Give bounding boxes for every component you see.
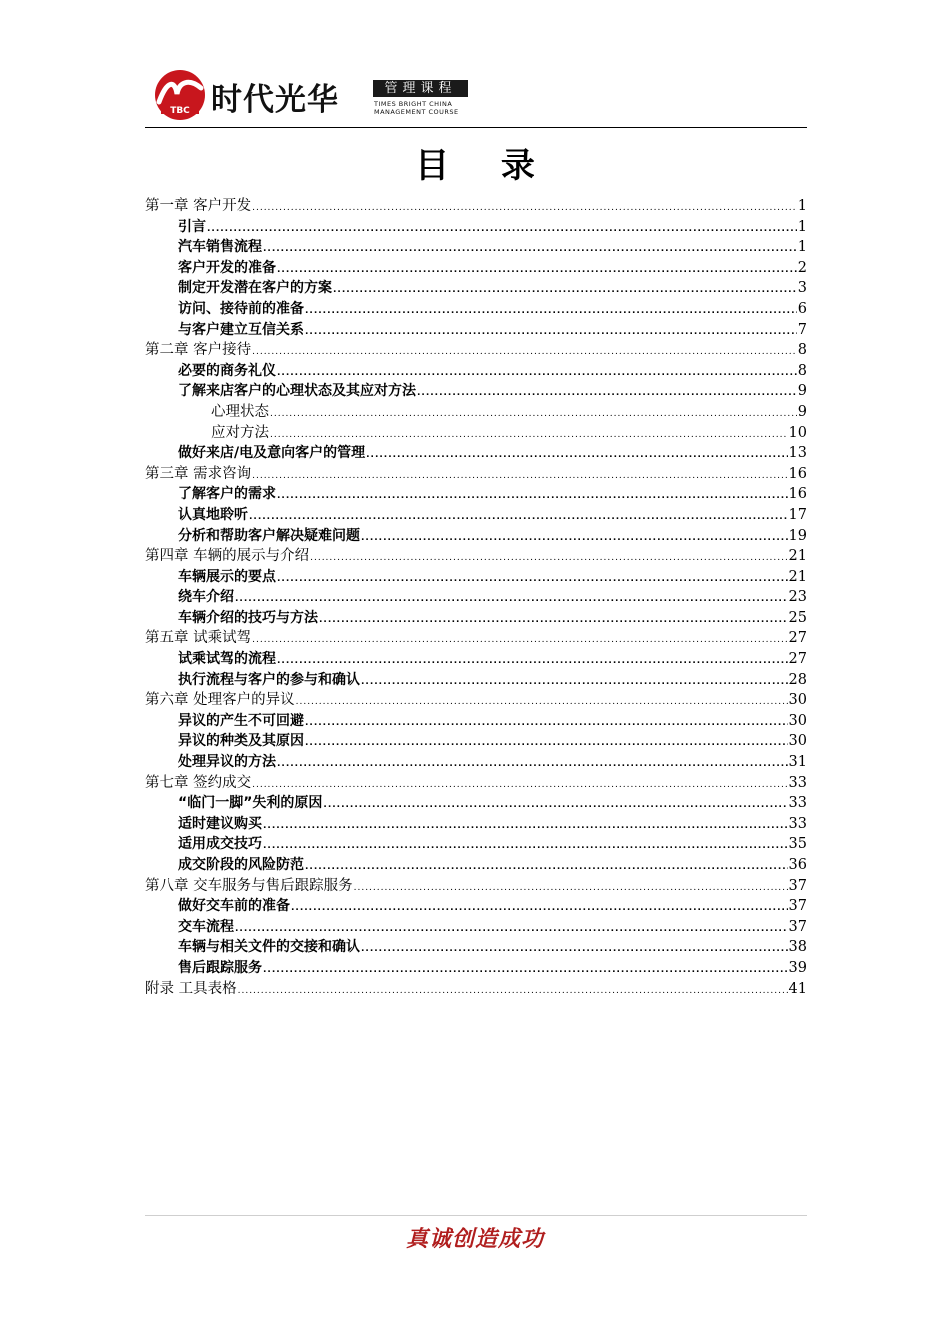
toc-dot-leader	[252, 775, 787, 796]
toc-page-number: 9	[797, 383, 807, 400]
toc-chapter-row[interactable]	[145, 690, 807, 711]
toc-page-number: 37	[788, 898, 807, 915]
toc-dot-leader	[270, 404, 797, 425]
toc-section-row[interactable]	[145, 958, 807, 979]
toc-dot-leader	[252, 198, 797, 219]
toc-entry-label: 了解客户的需求	[178, 486, 276, 503]
toc-dot-leader	[361, 672, 788, 693]
toc-section-row[interactable]	[145, 587, 807, 608]
logo-abbrev: TBC	[170, 106, 190, 116]
toc-page-number: 16	[788, 486, 807, 503]
toc-entry-label: 车辆展示的要点	[178, 568, 276, 585]
toc-dot-leader	[305, 322, 797, 343]
toc-page-number: 16	[788, 465, 807, 482]
toc-entry-label: 认真地聆听	[178, 506, 248, 523]
toc-section-row[interactable]	[145, 649, 807, 670]
logo-badge: 管理课程	[373, 80, 468, 97]
toc-entry-label: 售后跟踪服务	[178, 959, 262, 976]
toc-entry-label: 心理状态	[211, 403, 269, 420]
toc-section-row[interactable]	[145, 278, 807, 299]
toc-entry-label: 第四章 车辆的展示与介绍	[145, 548, 310, 565]
footer-slogan: 真诚创造成功	[405, 1226, 544, 1252]
toc-entry-label: 车辆介绍的技巧与方法	[178, 609, 318, 626]
toc-entry-label: 执行流程与客户的参与和确认	[178, 671, 360, 688]
toc-section-row[interactable]	[145, 567, 807, 588]
toc-dot-leader	[252, 466, 787, 487]
toc-page-number: 7	[797, 321, 807, 338]
toc-chapter-row[interactable]	[145, 876, 807, 897]
toc-section-row[interactable]	[145, 793, 807, 814]
toc-dot-leader	[305, 713, 788, 734]
toc-page-number: 10	[788, 424, 807, 441]
toc-dot-leader	[305, 733, 788, 754]
toc-page-number: 17	[788, 506, 807, 523]
toc-page-number: 9	[797, 403, 807, 420]
toc-dot-leader	[277, 569, 788, 590]
toc-entry-label: 引言	[178, 218, 206, 235]
toc-section-row[interactable]	[145, 217, 807, 238]
toc-dot-leader	[249, 507, 788, 528]
toc-section-row[interactable]	[145, 731, 807, 752]
footer-divider	[145, 1215, 807, 1216]
toc-dot-leader	[277, 754, 788, 775]
toc-page-number: 8	[797, 342, 807, 359]
toc-page-number: 21	[788, 568, 807, 585]
toc-section-row[interactable]	[145, 814, 807, 835]
toc-section-row[interactable]	[145, 937, 807, 958]
toc-section-row[interactable]	[145, 443, 807, 464]
toc-dot-leader	[305, 857, 788, 878]
logo-brand-name: 时代光华	[211, 82, 339, 118]
toc-dot-leader	[263, 836, 788, 857]
toc-entry-label: 车辆与相关文件的交接和确认	[178, 939, 360, 956]
toc-entry-label: 第一章 客户开发	[145, 198, 252, 214]
toc-section-row[interactable]	[145, 299, 807, 320]
toc-section-row[interactable]	[145, 361, 807, 382]
toc-page-number: 30	[788, 733, 807, 750]
toc-entry-label: 应对方法	[211, 424, 269, 441]
toc-section-row[interactable]	[145, 896, 807, 917]
table-of-contents	[145, 196, 807, 999]
toc-dot-leader	[270, 425, 788, 446]
toc-subsection-row[interactable]	[145, 402, 807, 423]
toc-dot-leader	[277, 363, 797, 384]
toc-page-number: 2	[797, 259, 807, 276]
logo-english-name	[374, 100, 459, 116]
toc-page-number: 6	[797, 300, 807, 317]
toc-entry-label: “临门一脚”失利的原因	[178, 795, 323, 812]
toc-dot-leader	[235, 919, 788, 940]
toc-section-row[interactable]	[145, 320, 807, 341]
toc-entry-label: 试乘试驾的流程	[178, 651, 276, 668]
toc-entry-label: 制定开发潜在客户的方案	[178, 280, 332, 297]
toc-dot-leader	[417, 383, 797, 404]
toc-page-number: 1	[797, 239, 807, 256]
toc-page-number: 23	[788, 589, 807, 606]
page-title: 目 录	[415, 146, 555, 186]
toc-entry-label: 客户开发的准备	[178, 259, 276, 276]
toc-section-row[interactable]	[145, 917, 807, 938]
toc-section-row[interactable]	[145, 505, 807, 526]
toc-entry-label: 第三章 需求咨询	[145, 465, 252, 482]
toc-section-row[interactable]	[145, 484, 807, 505]
toc-page-number: 28	[788, 671, 807, 688]
toc-page-number: 31	[788, 754, 807, 771]
toc-page-number: 35	[788, 836, 807, 853]
header-divider	[145, 127, 807, 128]
toc-chapter-row[interactable]	[145, 979, 807, 1000]
toc-entry-label: 了解来店客户的心理状态及其应对方法	[178, 383, 416, 400]
toc-dot-leader	[263, 960, 788, 981]
toc-page-number: 38	[788, 939, 807, 956]
toc-dot-leader	[277, 486, 788, 507]
toc-page-number: 1	[797, 198, 807, 214]
toc-page-number: 19	[788, 527, 807, 544]
toc-dot-leader	[366, 445, 787, 466]
toc-chapter-row[interactable]	[145, 546, 807, 567]
toc-page-number: 1	[797, 218, 807, 235]
toc-dot-leader	[238, 981, 788, 1002]
toc-entry-label: 分析和帮助客户解决疑难问题	[178, 527, 360, 544]
toc-page-number: 27	[788, 630, 807, 647]
toc-dot-leader	[319, 610, 788, 631]
toc-entry-label: 访问、接待前的准备	[178, 300, 304, 317]
toc-dot-leader	[323, 795, 787, 816]
toc-entry-label: 绕车介绍	[178, 589, 234, 606]
page-header	[145, 60, 807, 130]
toc-page-number: 37	[788, 918, 807, 935]
toc-section-row[interactable]	[145, 711, 807, 732]
toc-entry-label: 第八章 交车服务与售后跟踪服务	[145, 877, 353, 894]
toc-page-number: 39	[788, 959, 807, 976]
toc-page-number: 8	[797, 362, 807, 379]
toc-entry-label: 第五章 试乘试驾	[145, 630, 252, 647]
toc-entry-label: 异议的种类及其原因	[178, 733, 304, 750]
toc-dot-leader	[310, 548, 787, 569]
toc-entry-label: 做好交车前的准备	[178, 898, 290, 915]
toc-section-row[interactable]	[145, 381, 807, 402]
toc-entry-label: 必要的商务礼仪	[178, 362, 276, 379]
toc-subsection-row[interactable]	[145, 423, 807, 444]
toc-entry-label: 适时建议购买	[178, 815, 262, 832]
toc-dot-leader	[361, 939, 788, 960]
toc-page-number: 13	[788, 445, 807, 462]
toc-section-row[interactable]	[145, 237, 807, 258]
toc-dot-leader	[263, 239, 797, 260]
toc-section-row[interactable]	[145, 670, 807, 691]
toc-page-number: 25	[788, 609, 807, 626]
toc-section-row[interactable]	[145, 855, 807, 876]
toc-entry-label: 汽车销售流程	[178, 239, 262, 256]
logo-english-line2: MANAGEMENT COURSE	[374, 108, 459, 116]
toc-dot-leader	[263, 816, 788, 837]
toc-section-row[interactable]	[145, 258, 807, 279]
toc-entry-label: 附录 工具表格	[145, 980, 237, 997]
tbc-logo-icon	[153, 68, 207, 122]
toc-entry-label: 适用成交技巧	[178, 836, 262, 853]
toc-dot-leader	[296, 692, 788, 713]
toc-entry-label: 处理异议的方法	[178, 754, 276, 771]
toc-entry-label: 与客户建立互信关系	[178, 321, 304, 338]
toc-page-number: 33	[788, 795, 807, 812]
toc-section-row[interactable]	[145, 834, 807, 855]
toc-page-number: 33	[788, 815, 807, 832]
toc-chapter-row[interactable]	[145, 628, 807, 649]
toc-section-row[interactable]	[145, 608, 807, 629]
toc-chapter-row[interactable]	[145, 196, 807, 217]
toc-entry-label: 做好来店/电及意向客户的管理	[178, 445, 366, 462]
toc-section-row[interactable]	[145, 526, 807, 547]
toc-page-number: 30	[788, 712, 807, 729]
toc-entry-label: 异议的产生不可回避	[178, 712, 304, 729]
toc-page-number: 27	[788, 651, 807, 668]
toc-dot-leader	[277, 651, 788, 672]
toc-entry-label: 第七章 签约成交	[145, 774, 252, 791]
toc-chapter-row[interactable]	[145, 464, 807, 485]
toc-page-number: 36	[788, 857, 807, 873]
toc-dot-leader	[354, 878, 788, 899]
toc-entry-label: 第二章 客户接待	[145, 342, 252, 359]
toc-entry-label: 第六章 处理客户的异议	[145, 692, 295, 709]
toc-dot-leader	[291, 898, 788, 919]
toc-page-number: 30	[788, 692, 807, 709]
toc-page-number: 41	[788, 980, 807, 997]
toc-dot-leader	[361, 528, 788, 549]
toc-chapter-row[interactable]	[145, 773, 807, 794]
toc-chapter-row[interactable]	[145, 340, 807, 361]
toc-entry-label: 交车流程	[178, 918, 234, 935]
logo-english-line1: TIMES BRIGHT CHINA	[374, 100, 453, 108]
toc-page-number: 37	[788, 877, 807, 894]
toc-dot-leader	[252, 630, 787, 651]
toc-dot-leader	[333, 280, 797, 301]
toc-dot-leader	[207, 219, 797, 240]
toc-section-row[interactable]	[145, 752, 807, 773]
toc-page-number: 3	[797, 280, 807, 297]
toc-entry-label: 成交阶段的风险防范	[178, 857, 304, 873]
toc-page-number: 21	[788, 548, 807, 565]
toc-dot-leader	[305, 301, 797, 322]
toc-page-number: 33	[788, 774, 807, 791]
toc-dot-leader	[277, 260, 797, 281]
toc-dot-leader	[252, 342, 797, 363]
toc-dot-leader	[235, 589, 788, 610]
